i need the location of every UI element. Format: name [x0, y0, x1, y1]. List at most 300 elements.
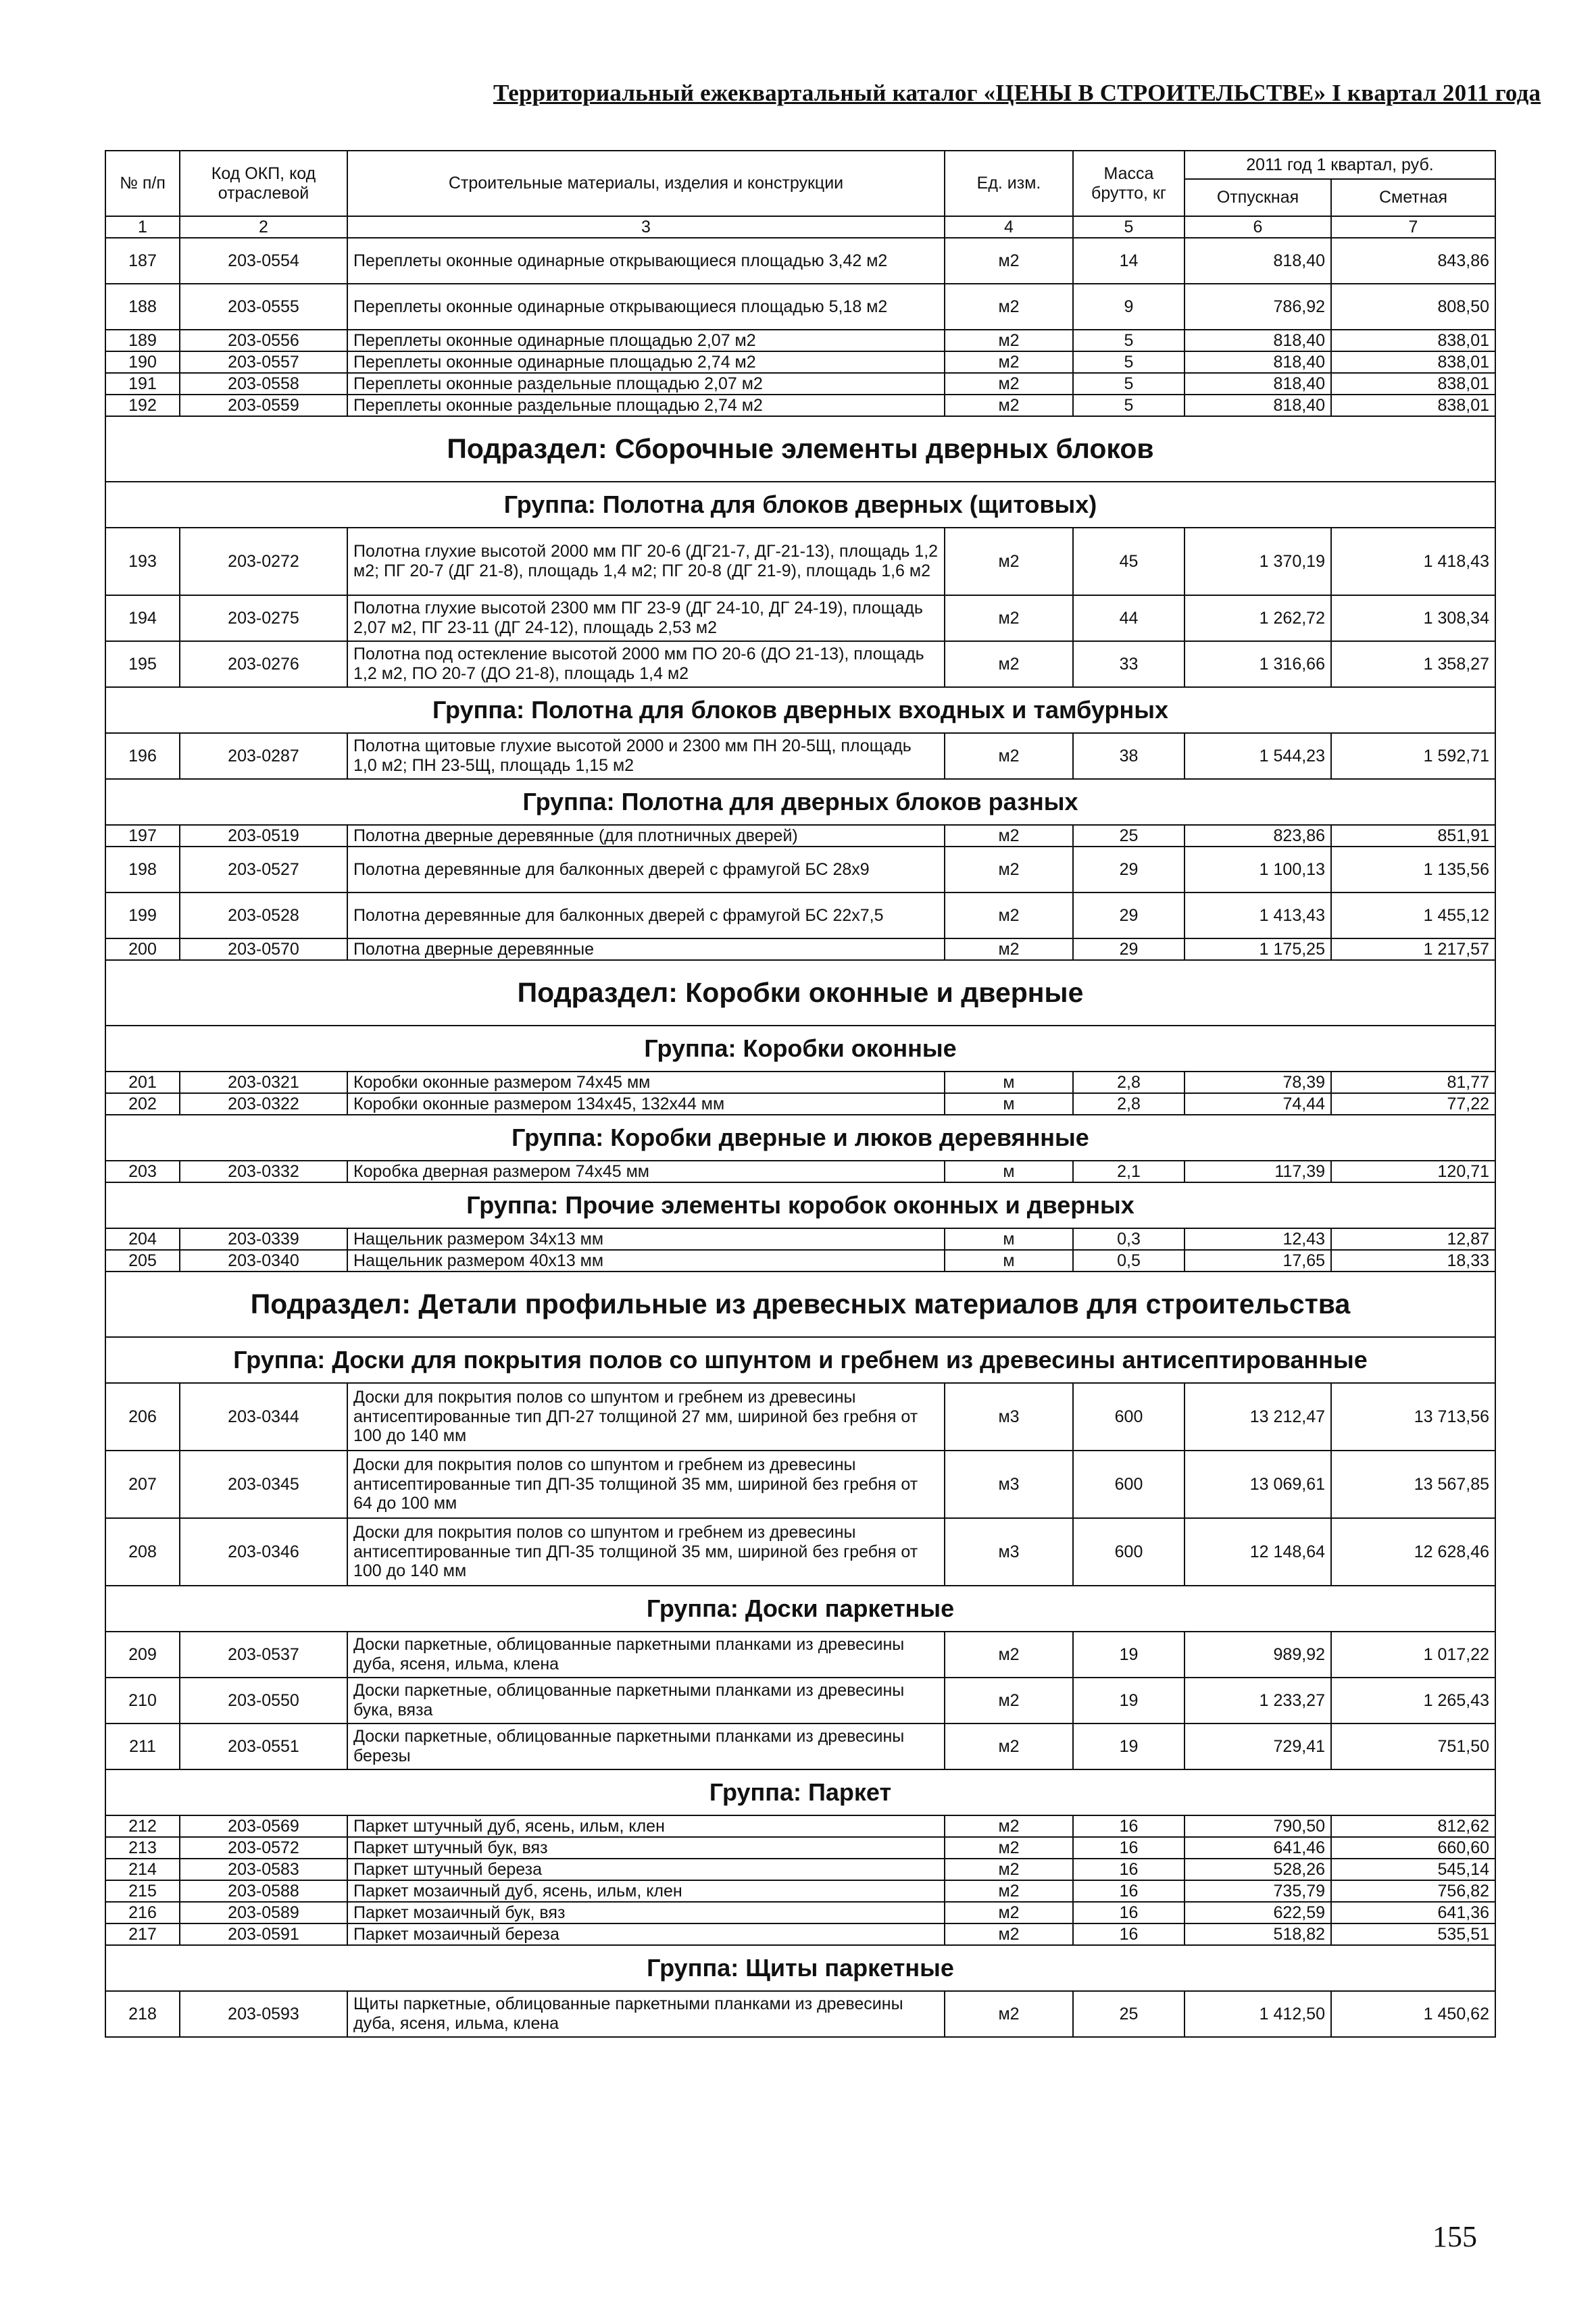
table-row	[105, 1837, 1495, 1859]
material-name: Щиты паркетные, облицованные паркетными планками из древесины дуба, ясеня, ильма, клена	[347, 1991, 945, 2037]
table-row	[105, 351, 1495, 373]
table-row	[105, 1093, 1495, 1115]
estimate-price: 12 628,46	[1331, 1518, 1495, 1586]
estimate-price: 808,50	[1331, 284, 1495, 330]
material-name: Коробки оконные размером 134х45, 132х44 мм	[347, 1093, 945, 1115]
unit: м2	[945, 847, 1073, 892]
table-row	[105, 595, 1495, 641]
release-price: 989,92	[1184, 1632, 1331, 1678]
gross-mass: 16	[1073, 1815, 1184, 1837]
group-title: Группа: Доски паркетные	[105, 1586, 1495, 1632]
release-price: 641,46	[1184, 1837, 1331, 1859]
okp-code: 203-0550	[180, 1678, 347, 1724]
estimate-price: 641,36	[1331, 1902, 1495, 1923]
group-row	[105, 779, 1495, 825]
material-name: Паркет штучный береза	[347, 1859, 945, 1880]
estimate-price: 1 265,43	[1331, 1678, 1495, 1724]
material-name: Полотна дверные деревянные (для плотничных дверей)	[347, 825, 945, 847]
estimate-price: 13 713,56	[1331, 1383, 1495, 1451]
material-name: Переплеты оконные раздельные площадью 2,07 м2	[347, 373, 945, 395]
table-row	[105, 733, 1495, 779]
release-price: 786,92	[1184, 284, 1331, 330]
table-row	[105, 1072, 1495, 1093]
gross-mass: 5	[1073, 351, 1184, 373]
release-price: 1 413,43	[1184, 892, 1331, 938]
table-row	[105, 1815, 1495, 1837]
material-name: Доски для покрытия полов со шпунтом и гребнем из древесины антисептированные тип ДП-35 толщиной 35 мм, шириной без гребня от 100 до 140 мм	[347, 1518, 945, 1586]
gross-mass: 600	[1073, 1518, 1184, 1586]
estimate-price: 1 217,57	[1331, 938, 1495, 960]
unit: м2	[945, 1678, 1073, 1724]
estimate-price: 120,71	[1331, 1161, 1495, 1182]
table-row	[105, 528, 1495, 595]
row-number: 210	[105, 1678, 180, 1724]
col-code-header: Код ОКП, код отраслевой	[180, 151, 347, 216]
okp-code: 203-0332	[180, 1161, 347, 1182]
group-row	[105, 1769, 1495, 1815]
table-row	[105, 847, 1495, 892]
group-row	[105, 1115, 1495, 1161]
row-number: 189	[105, 330, 180, 351]
okp-code: 203-0572	[180, 1837, 347, 1859]
row-number: 207	[105, 1451, 180, 1518]
row-number: 202	[105, 1093, 180, 1115]
material-name: Коробки оконные размером 74х45 мм	[347, 1072, 945, 1093]
row-number: 213	[105, 1837, 180, 1859]
table-row	[105, 1383, 1495, 1451]
release-price: 1 412,50	[1184, 1991, 1331, 2037]
release-price: 74,44	[1184, 1093, 1331, 1115]
material-name: Паркет мозаичный береза	[347, 1923, 945, 1945]
unit: м2	[945, 1923, 1073, 1945]
group-title: Группа: Коробки оконные	[105, 1026, 1495, 1072]
material-name: Полотна под остекление высотой 2000 мм ПО 20-6 (ДО 21-13), площадь 1,2 м2, ПО 20-7 (ДО 21-8), площадь 1,4 м2	[347, 641, 945, 687]
okp-code: 203-0276	[180, 641, 347, 687]
okp-code: 203-0340	[180, 1250, 347, 1272]
row-number: 217	[105, 1923, 180, 1945]
release-price: 78,39	[1184, 1072, 1331, 1093]
okp-code: 203-0558	[180, 373, 347, 395]
unit: м	[945, 1072, 1073, 1093]
unit: м2	[945, 825, 1073, 847]
unit: м2	[945, 1859, 1073, 1880]
table-row	[105, 892, 1495, 938]
gross-mass: 16	[1073, 1923, 1184, 1945]
column-number: 2	[180, 216, 347, 238]
estimate-price: 838,01	[1331, 330, 1495, 351]
release-price: 818,40	[1184, 395, 1331, 416]
gross-mass: 19	[1073, 1724, 1184, 1769]
okp-code: 203-0287	[180, 733, 347, 779]
unit: м3	[945, 1451, 1073, 1518]
subsection-title: Подраздел: Сборочные элементы дверных блоков	[105, 416, 1495, 482]
unit: м2	[945, 1632, 1073, 1678]
group-row	[105, 1182, 1495, 1228]
row-number: 200	[105, 938, 180, 960]
row-number: 208	[105, 1518, 180, 1586]
table-row	[105, 238, 1495, 284]
okp-code: 203-0556	[180, 330, 347, 351]
material-name: Паркет штучный дуб, ясень, ильм, клен	[347, 1815, 945, 1837]
gross-mass: 16	[1073, 1902, 1184, 1923]
release-price: 12 148,64	[1184, 1518, 1331, 1586]
table-row	[105, 395, 1495, 416]
estimate-price: 13 567,85	[1331, 1451, 1495, 1518]
estimate-price: 838,01	[1331, 395, 1495, 416]
okp-code: 203-0344	[180, 1383, 347, 1451]
okp-code: 203-0339	[180, 1228, 347, 1250]
gross-mass: 16	[1073, 1859, 1184, 1880]
page-number: 155	[1432, 2220, 1477, 2253]
table-row	[105, 1518, 1495, 1586]
group-row	[105, 482, 1495, 528]
material-name: Переплеты оконные одинарные площадью 2,07 м2	[347, 330, 945, 351]
okp-code: 203-0322	[180, 1093, 347, 1115]
unit: м2	[945, 892, 1073, 938]
unit: м2	[945, 284, 1073, 330]
row-number: 199	[105, 892, 180, 938]
unit: м2	[945, 1991, 1073, 2037]
table-row	[105, 1632, 1495, 1678]
row-number: 201	[105, 1072, 180, 1093]
group-row	[105, 1586, 1495, 1632]
gross-mass: 44	[1073, 595, 1184, 641]
group-row	[105, 687, 1495, 733]
column-number: 4	[945, 216, 1073, 238]
release-price: 518,82	[1184, 1923, 1331, 1945]
estimate-price: 1 358,27	[1331, 641, 1495, 687]
unit: м2	[945, 1880, 1073, 1902]
gross-mass: 38	[1073, 733, 1184, 779]
estimate-price: 1 450,62	[1331, 1991, 1495, 2037]
estimate-price: 535,51	[1331, 1923, 1495, 1945]
release-price: 12,43	[1184, 1228, 1331, 1250]
estimate-price: 756,82	[1331, 1880, 1495, 1902]
unit: м2	[945, 528, 1073, 595]
gross-mass: 19	[1073, 1632, 1184, 1678]
material-name: Паркет мозаичный бук, вяз	[347, 1902, 945, 1923]
row-number: 216	[105, 1902, 180, 1923]
row-number: 187	[105, 238, 180, 284]
okp-code: 203-0527	[180, 847, 347, 892]
release-price: 622,59	[1184, 1902, 1331, 1923]
group-title: Группа: Коробки дверные и люков деревянные	[105, 1115, 1495, 1161]
table-body	[105, 238, 1495, 2037]
release-price: 729,41	[1184, 1724, 1331, 1769]
material-name: Полотна деревянные для балконных дверей с фрамугой БС 22х7,5	[347, 892, 945, 938]
okp-code: 203-0275	[180, 595, 347, 641]
okp-code: 203-0588	[180, 1880, 347, 1902]
gross-mass: 5	[1073, 395, 1184, 416]
table-row	[105, 938, 1495, 960]
gross-mass: 19	[1073, 1678, 1184, 1724]
group-title: Группа: Полотна для блоков дверных (щитовых)	[105, 482, 1495, 528]
okp-code: 203-0519	[180, 825, 347, 847]
table-row	[105, 1678, 1495, 1724]
unit: м2	[945, 1902, 1073, 1923]
row-number: 188	[105, 284, 180, 330]
column-number: 1	[105, 216, 180, 238]
release-price: 818,40	[1184, 351, 1331, 373]
table-row	[105, 330, 1495, 351]
estimate-price: 838,01	[1331, 373, 1495, 395]
material-name: Доски паркетные, облицованные паркетными планками из древесины березы	[347, 1724, 945, 1769]
okp-code: 203-0593	[180, 1991, 347, 2037]
release-price: 818,40	[1184, 330, 1331, 351]
estimate-price: 81,77	[1331, 1072, 1495, 1093]
okp-code: 203-0569	[180, 1815, 347, 1837]
gross-mass: 29	[1073, 892, 1184, 938]
col-estimate-header: Сметная	[1331, 179, 1495, 216]
table-row	[105, 1724, 1495, 1769]
subsection-title: Подраздел: Детали профильные из древесных материалов для строительства	[105, 1272, 1495, 1337]
row-number: 197	[105, 825, 180, 847]
table-row	[105, 1902, 1495, 1923]
release-price: 1 175,25	[1184, 938, 1331, 960]
table-row	[105, 1451, 1495, 1518]
row-number: 196	[105, 733, 180, 779]
material-name: Переплеты оконные одинарные открывающиеся площадью 5,18 м2	[347, 284, 945, 330]
group-row	[105, 1337, 1495, 1383]
gross-mass: 5	[1073, 373, 1184, 395]
release-price: 1 544,23	[1184, 733, 1331, 779]
okp-code: 203-0557	[180, 351, 347, 373]
unit: м2	[945, 1837, 1073, 1859]
unit: м2	[945, 733, 1073, 779]
row-number: 194	[105, 595, 180, 641]
okp-code: 203-0321	[180, 1072, 347, 1093]
release-price: 790,50	[1184, 1815, 1331, 1837]
row-number: 198	[105, 847, 180, 892]
column-number: 5	[1073, 216, 1184, 238]
gross-mass: 5	[1073, 330, 1184, 351]
okp-code: 203-0570	[180, 938, 347, 960]
material-name: Паркет штучный бук, вяз	[347, 1837, 945, 1859]
column-number: 7	[1331, 216, 1495, 238]
material-name: Переплеты оконные одинарные открывающиеся площадью 3,42 м2	[347, 238, 945, 284]
row-number: 211	[105, 1724, 180, 1769]
okp-code: 203-0591	[180, 1923, 347, 1945]
col-num-header: № п/п	[105, 151, 180, 216]
gross-mass: 45	[1073, 528, 1184, 595]
gross-mass: 25	[1073, 825, 1184, 847]
col-mass-header: Масса брутто, кг	[1073, 151, 1184, 216]
okp-code: 203-0346	[180, 1518, 347, 1586]
table-row	[105, 1923, 1495, 1945]
material-name: Полотна деревянные для балконных дверей с фрамугой БС 28х9	[347, 847, 945, 892]
table-row	[105, 1859, 1495, 1880]
material-name: Полотна глухие высотой 2300 мм ПГ 23-9 (ДГ 24-10, ДГ 24-19), площадь 2,07 м2, ПГ 23-11 (ДГ 24-12), площадь 2,53 м2	[347, 595, 945, 641]
material-name: Переплеты оконные одинарные площадью 2,74 м2	[347, 351, 945, 373]
unit: м2	[945, 1815, 1073, 1837]
row-number: 218	[105, 1991, 180, 2037]
estimate-price: 1 135,56	[1331, 847, 1495, 892]
row-number: 205	[105, 1250, 180, 1272]
gross-mass: 16	[1073, 1880, 1184, 1902]
estimate-price: 843,86	[1331, 238, 1495, 284]
material-name: Доски для покрытия полов со шпунтом и гребнем из древесины антисептированные тип ДП-35 толщиной 35 мм, шириной без гребня от 64 до 100 мм	[347, 1451, 945, 1518]
estimate-price: 77,22	[1331, 1093, 1495, 1115]
group-title: Группа: Прочие элементы коробок оконных и дверных	[105, 1182, 1495, 1228]
release-price: 1 262,72	[1184, 595, 1331, 641]
estimate-price: 751,50	[1331, 1724, 1495, 1769]
table-row	[105, 1250, 1495, 1272]
material-name: Доски для покрытия полов со шпунтом и гребнем из древесины антисептированные тип ДП-27 толщиной 27 мм, шириной без гребня от 100 до 140 мм	[347, 1383, 945, 1451]
group-row	[105, 1945, 1495, 1991]
group-title: Группа: Полотна для дверных блоков разных	[105, 779, 1495, 825]
table-row	[105, 1161, 1495, 1182]
release-price: 823,86	[1184, 825, 1331, 847]
release-price: 13 069,61	[1184, 1451, 1331, 1518]
col-unit-header: Ед. изм.	[945, 151, 1073, 216]
table-row	[105, 825, 1495, 847]
group-title: Группа: Доски для покрытия полов со шпунтом и гребнем из древесины антисептированные	[105, 1337, 1495, 1383]
table-row	[105, 373, 1495, 395]
estimate-price: 18,33	[1331, 1250, 1495, 1272]
table-row	[105, 641, 1495, 687]
unit: м2	[945, 395, 1073, 416]
col-name-header: Строительные материалы, изделия и конструкции	[347, 151, 945, 216]
group-title: Группа: Паркет	[105, 1769, 1495, 1815]
estimate-price: 838,01	[1331, 351, 1495, 373]
gross-mass: 2,8	[1073, 1072, 1184, 1093]
row-number: 191	[105, 373, 180, 395]
subsection-row	[105, 416, 1495, 482]
table-row	[105, 1228, 1495, 1250]
unit: м2	[945, 1724, 1073, 1769]
row-number: 209	[105, 1632, 180, 1678]
group-title: Группа: Щиты паркетные	[105, 1945, 1495, 1991]
estimate-price: 545,14	[1331, 1859, 1495, 1880]
material-name: Доски паркетные, облицованные паркетными планками из древесины дуба, ясеня, ильма, клена	[347, 1632, 945, 1678]
material-name: Паркет мозаичный дуб, ясень, ильм, клен	[347, 1880, 945, 1902]
row-number: 192	[105, 395, 180, 416]
gross-mass: 25	[1073, 1991, 1184, 2037]
okp-code: 203-0551	[180, 1724, 347, 1769]
release-price: 13 212,47	[1184, 1383, 1331, 1451]
material-name: Полотна дверные деревянные	[347, 938, 945, 960]
release-price: 818,40	[1184, 238, 1331, 284]
col-period-header: 2011 год 1 квартал, руб.	[1184, 151, 1495, 179]
estimate-price: 660,60	[1331, 1837, 1495, 1859]
row-number: 204	[105, 1228, 180, 1250]
row-number: 215	[105, 1880, 180, 1902]
gross-mass: 33	[1073, 641, 1184, 687]
unit: м	[945, 1250, 1073, 1272]
okp-code: 203-0583	[180, 1859, 347, 1880]
release-price: 1 100,13	[1184, 847, 1331, 892]
unit: м2	[945, 238, 1073, 284]
estimate-price: 851,91	[1331, 825, 1495, 847]
price-table	[105, 150, 1496, 2038]
subsection-row	[105, 960, 1495, 1026]
estimate-price: 1 418,43	[1331, 528, 1495, 595]
estimate-price: 1 017,22	[1331, 1632, 1495, 1678]
estimate-price: 1 308,34	[1331, 595, 1495, 641]
okp-code: 203-0272	[180, 528, 347, 595]
estimate-price: 1 455,12	[1331, 892, 1495, 938]
unit: м	[945, 1161, 1073, 1182]
gross-mass: 600	[1073, 1451, 1184, 1518]
catalog-header: Территориальный ежеквартальный каталог «ЦЕНЫ В СТРОИТЕЛЬСТВЕ» I квартал 2011 года	[493, 80, 1541, 106]
group-row	[105, 1026, 1495, 1072]
gross-mass: 14	[1073, 238, 1184, 284]
okp-code: 203-0555	[180, 284, 347, 330]
release-price: 735,79	[1184, 1880, 1331, 1902]
row-number: 195	[105, 641, 180, 687]
release-price: 17,65	[1184, 1250, 1331, 1272]
release-price: 117,39	[1184, 1161, 1331, 1182]
unit: м2	[945, 595, 1073, 641]
unit: м2	[945, 641, 1073, 687]
row-number: 193	[105, 528, 180, 595]
row-number: 203	[105, 1161, 180, 1182]
col-release-header: Отпускная	[1184, 179, 1331, 216]
release-price: 1 370,19	[1184, 528, 1331, 595]
column-number: 6	[1184, 216, 1331, 238]
unit: м2	[945, 330, 1073, 351]
gross-mass: 600	[1073, 1383, 1184, 1451]
release-price: 1 316,66	[1184, 641, 1331, 687]
table-row	[105, 1991, 1495, 2037]
gross-mass: 2,1	[1073, 1161, 1184, 1182]
unit: м2	[945, 351, 1073, 373]
okp-code: 203-0537	[180, 1632, 347, 1678]
unit: м3	[945, 1518, 1073, 1586]
gross-mass: 0,5	[1073, 1250, 1184, 1272]
estimate-price: 12,87	[1331, 1228, 1495, 1250]
gross-mass: 29	[1073, 938, 1184, 960]
gross-mass: 2,8	[1073, 1093, 1184, 1115]
subsection-row	[105, 1272, 1495, 1337]
unit: м	[945, 1093, 1073, 1115]
row-number: 212	[105, 1815, 180, 1837]
unit: м	[945, 1228, 1073, 1250]
gross-mass: 9	[1073, 284, 1184, 330]
release-price: 528,26	[1184, 1859, 1331, 1880]
row-number: 214	[105, 1859, 180, 1880]
okp-code: 203-0559	[180, 395, 347, 416]
okp-code: 203-0554	[180, 238, 347, 284]
group-title: Группа: Полотна для блоков дверных входных и тамбурных	[105, 687, 1495, 733]
material-name: Полотна глухие высотой 2000 мм ПГ 20-6 (ДГ21-7, ДГ-21-13), площадь 1,2 м2; ПГ 20-7 (ДГ 21-8), площадь 1,4 м2; ПГ 20-8 (ДГ 21-9), площадь 1,6 м2	[347, 528, 945, 595]
unit: м3	[945, 1383, 1073, 1451]
gross-mass: 16	[1073, 1837, 1184, 1859]
row-number: 206	[105, 1383, 180, 1451]
material-name: Переплеты оконные раздельные площадью 2,74 м2	[347, 395, 945, 416]
material-name: Нащельник размером 34х13 мм	[347, 1228, 945, 1250]
estimate-price: 1 592,71	[1331, 733, 1495, 779]
material-name: Полотна щитовые глухие высотой 2000 и 2300 мм ПН 20-5Щ, площадь 1,0 м2; ПН 23-5Щ, площадь 1,15 м2	[347, 733, 945, 779]
okp-code: 203-0528	[180, 892, 347, 938]
row-number: 190	[105, 351, 180, 373]
material-name: Коробка дверная размером 74х45 мм	[347, 1161, 945, 1182]
column-numbers-row	[105, 216, 1495, 238]
subsection-title: Подраздел: Коробки оконные и дверные	[105, 960, 1495, 1026]
table-header	[105, 151, 1495, 238]
table-row	[105, 284, 1495, 330]
okp-code: 203-0589	[180, 1902, 347, 1923]
release-price: 1 233,27	[1184, 1678, 1331, 1724]
estimate-price: 812,62	[1331, 1815, 1495, 1837]
unit: м2	[945, 938, 1073, 960]
table-row	[105, 1880, 1495, 1902]
gross-mass: 0,3	[1073, 1228, 1184, 1250]
okp-code: 203-0345	[180, 1451, 347, 1518]
material-name: Нащельник размером 40х13 мм	[347, 1250, 945, 1272]
column-number: 3	[347, 216, 945, 238]
release-price: 818,40	[1184, 373, 1331, 395]
